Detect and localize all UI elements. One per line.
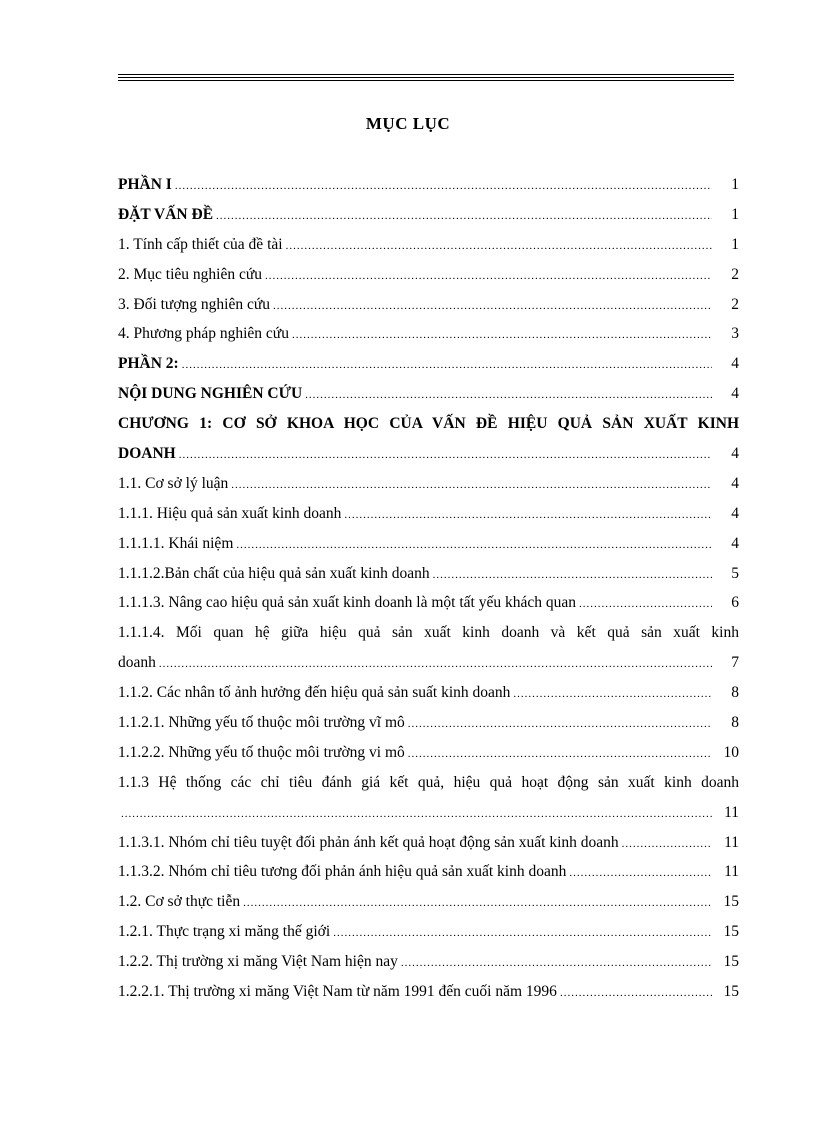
toc-entry-label: 3. Đối tượng nghiên cứu bbox=[118, 295, 270, 313]
toc-page-number: 4 bbox=[731, 445, 739, 463]
toc-page-number: 4 bbox=[731, 474, 739, 492]
toc-dot-leader bbox=[265, 262, 712, 292]
toc-dot-leader bbox=[622, 830, 712, 860]
toc-dot-leader bbox=[344, 501, 712, 531]
toc-entry[interactable] bbox=[118, 469, 739, 499]
toc-dot-leader bbox=[159, 650, 712, 680]
toc-dot-leader bbox=[216, 202, 712, 232]
toc-entry-label: 1.1.3.1. Nhóm chỉ tiêu tuyệt đối phản ánh kết quả hoạt động sản xuất kinh doanh bbox=[118, 833, 619, 851]
toc-entry-label: 1.1.1.1. Khái niệm bbox=[118, 534, 234, 552]
toc-dot-leader bbox=[513, 680, 712, 710]
toc-entry[interactable] bbox=[118, 529, 739, 559]
toc-page-number: 1 bbox=[731, 205, 739, 223]
toc-entry[interactable] bbox=[118, 319, 739, 349]
toc-page-number: 15 bbox=[723, 953, 739, 971]
toc-entry[interactable] bbox=[118, 559, 739, 589]
toc-entry[interactable] bbox=[118, 977, 739, 1007]
toc-entry[interactable] bbox=[118, 917, 739, 947]
toc-page-number: 10 bbox=[723, 743, 739, 761]
toc-entry[interactable] bbox=[118, 290, 739, 320]
toc-entry-label: 1.2. Cơ sở thực tiễn bbox=[118, 893, 241, 911]
toc-entry-label: 1.1.1.2.Bản chất của hiệu quả sản xuất kinh doanh bbox=[118, 564, 430, 582]
toc-entry[interactable] bbox=[118, 738, 739, 768]
toc-entry[interactable] bbox=[118, 170, 739, 200]
toc-dot-leader bbox=[243, 889, 712, 919]
toc-entry[interactable] bbox=[118, 230, 739, 260]
toc-entry[interactable] bbox=[118, 439, 739, 469]
toc-page-number: 11 bbox=[724, 803, 739, 821]
toc-dot-leader bbox=[560, 979, 712, 1009]
toc-entry-label: 1.1.1.3. Nâng cao hiệu quả sản xuất kinh doanh là một tất yếu khách quan bbox=[118, 594, 576, 612]
header-rule-line bbox=[118, 74, 734, 75]
toc-dot-leader bbox=[305, 381, 712, 411]
toc-page-number: 1 bbox=[731, 176, 739, 193]
toc-dot-leader bbox=[433, 561, 712, 591]
toc-entry[interactable] bbox=[118, 828, 739, 858]
toc-page-number: 11 bbox=[724, 863, 739, 881]
toc-page-number: 1 bbox=[731, 235, 739, 253]
toc-entry-line1: 1.1.3 Hệ thống các chỉ tiêu đánh giá kết quả, hiệu quả hoạt động sản xuất kinh doanh bbox=[118, 773, 739, 791]
toc-entry-label: 1.1. Cơ sở lý luận bbox=[118, 474, 229, 492]
toc-entry-label: PHẦN I bbox=[118, 176, 172, 193]
toc-entry-label: 1.2.1. Thực trạng xi măng thế giới bbox=[118, 923, 331, 941]
toc-entry[interactable] bbox=[118, 260, 739, 290]
toc-dot-leader bbox=[231, 471, 712, 501]
toc-page-number: 4 bbox=[731, 355, 739, 373]
toc-page-number: 5 bbox=[731, 564, 739, 582]
toc-entry-line1: CHƯƠNG 1: CƠ SỞ KHOA HỌC CỦA VẤN ĐỀ HIỆU QUẢ SẢN XUẤT KINH bbox=[118, 415, 739, 433]
toc-page-number: 15 bbox=[723, 983, 739, 1001]
toc-entry-label: 1.1.3.2. Nhóm chỉ tiêu tương đối phản ánh hiệu quả sản xuất kinh doanh bbox=[118, 863, 567, 881]
toc-dot-leader bbox=[182, 351, 712, 381]
toc-entry-label: 1.1.1. Hiệu quả sản xuất kinh doanh bbox=[118, 504, 342, 522]
toc-page-number: 3 bbox=[731, 325, 739, 343]
toc-entry-label: 1.1.2. Các nhân tố ảnh hưởng đến hiệu quả sản suất kinh doanh bbox=[118, 684, 511, 702]
toc-page-number: 4 bbox=[731, 385, 739, 403]
toc-entry[interactable] bbox=[118, 857, 739, 887]
toc-entry-label: ĐẶT VẤN ĐỀ bbox=[118, 205, 214, 223]
toc-dot-leader bbox=[121, 800, 712, 830]
toc-entry-label: 1.1.2.2. Những yếu tố thuộc môi trường vi mô bbox=[118, 743, 405, 761]
toc-entry-label: DOANH bbox=[118, 445, 176, 463]
header-rule-line bbox=[118, 77, 734, 78]
toc-dot-leader bbox=[236, 531, 712, 561]
toc-page-number: 15 bbox=[723, 893, 739, 911]
toc-entry-label: 2. Mục tiêu nghiên cứu bbox=[118, 265, 262, 283]
toc-entry[interactable] bbox=[118, 708, 739, 738]
toc-entry[interactable] bbox=[118, 947, 739, 977]
toc-entry-label: 1. Tính cấp thiết của đề tài bbox=[118, 235, 283, 253]
toc-entry-label: 1.2.2. Thị trường xi măng Việt Nam hiện nay bbox=[118, 953, 398, 971]
toc-entry-label: PHẦN 2: bbox=[118, 355, 179, 373]
toc-dot-leader bbox=[179, 441, 712, 471]
toc-entry[interactable] bbox=[118, 200, 739, 230]
toc-entry-label: 4. Phương pháp nghiên cứu bbox=[118, 325, 289, 343]
toc-entry[interactable] bbox=[118, 379, 739, 409]
toc-page-number: 15 bbox=[723, 923, 739, 941]
toc-entry[interactable] bbox=[118, 588, 739, 618]
toc-dot-leader bbox=[273, 292, 712, 322]
toc-dot-leader bbox=[286, 232, 712, 262]
toc-title: MỤC LỤC bbox=[365, 114, 451, 133]
toc-entry-label: 1.2.2.1. Thị trường xi măng Việt Nam từ năm 1991 đến cuối năm 1996 bbox=[118, 983, 557, 1001]
toc-entry-line1: 1.1.1.4. Mối quan hệ giữa hiệu quả sản xuất kinh doanh và kết quả sản xuất kinh bbox=[118, 624, 739, 642]
toc-page-number: 8 bbox=[731, 684, 739, 702]
toc-entry[interactable] bbox=[118, 349, 739, 379]
toc-dot-leader bbox=[292, 321, 712, 351]
toc-entry[interactable] bbox=[118, 648, 739, 678]
toc-page-number: 7 bbox=[731, 654, 739, 672]
toc-entry[interactable] bbox=[118, 887, 739, 917]
table-of-contents bbox=[118, 170, 739, 1007]
toc-page-number: 4 bbox=[731, 504, 739, 522]
toc-entry-label: NỘI DUNG NGHIÊN CỨU bbox=[118, 385, 303, 403]
toc-page-number: 8 bbox=[731, 714, 739, 732]
toc-dot-leader bbox=[408, 740, 712, 770]
toc-entry-label: 1.1.2.1. Những yếu tố thuộc môi trường vĩ mô bbox=[118, 714, 405, 732]
toc-entry[interactable] bbox=[118, 678, 739, 708]
toc-page-number: 4 bbox=[731, 534, 739, 552]
toc-dot-leader bbox=[175, 172, 712, 202]
toc-dot-leader bbox=[579, 590, 712, 620]
toc-entry[interactable] bbox=[118, 499, 739, 529]
toc-dot-leader bbox=[401, 949, 712, 979]
toc-entry[interactable] bbox=[118, 798, 739, 828]
toc-dot-leader bbox=[569, 859, 712, 889]
toc-page-number: 6 bbox=[731, 594, 739, 612]
toc-entry-label: doanh bbox=[118, 654, 156, 672]
toc-page-number: 11 bbox=[724, 833, 739, 851]
toc-page-number: 2 bbox=[731, 265, 739, 283]
toc-page-number: 2 bbox=[731, 295, 739, 313]
toc-dot-leader bbox=[408, 710, 712, 740]
header-rule-line bbox=[118, 80, 734, 81]
toc-dot-leader bbox=[333, 919, 712, 949]
